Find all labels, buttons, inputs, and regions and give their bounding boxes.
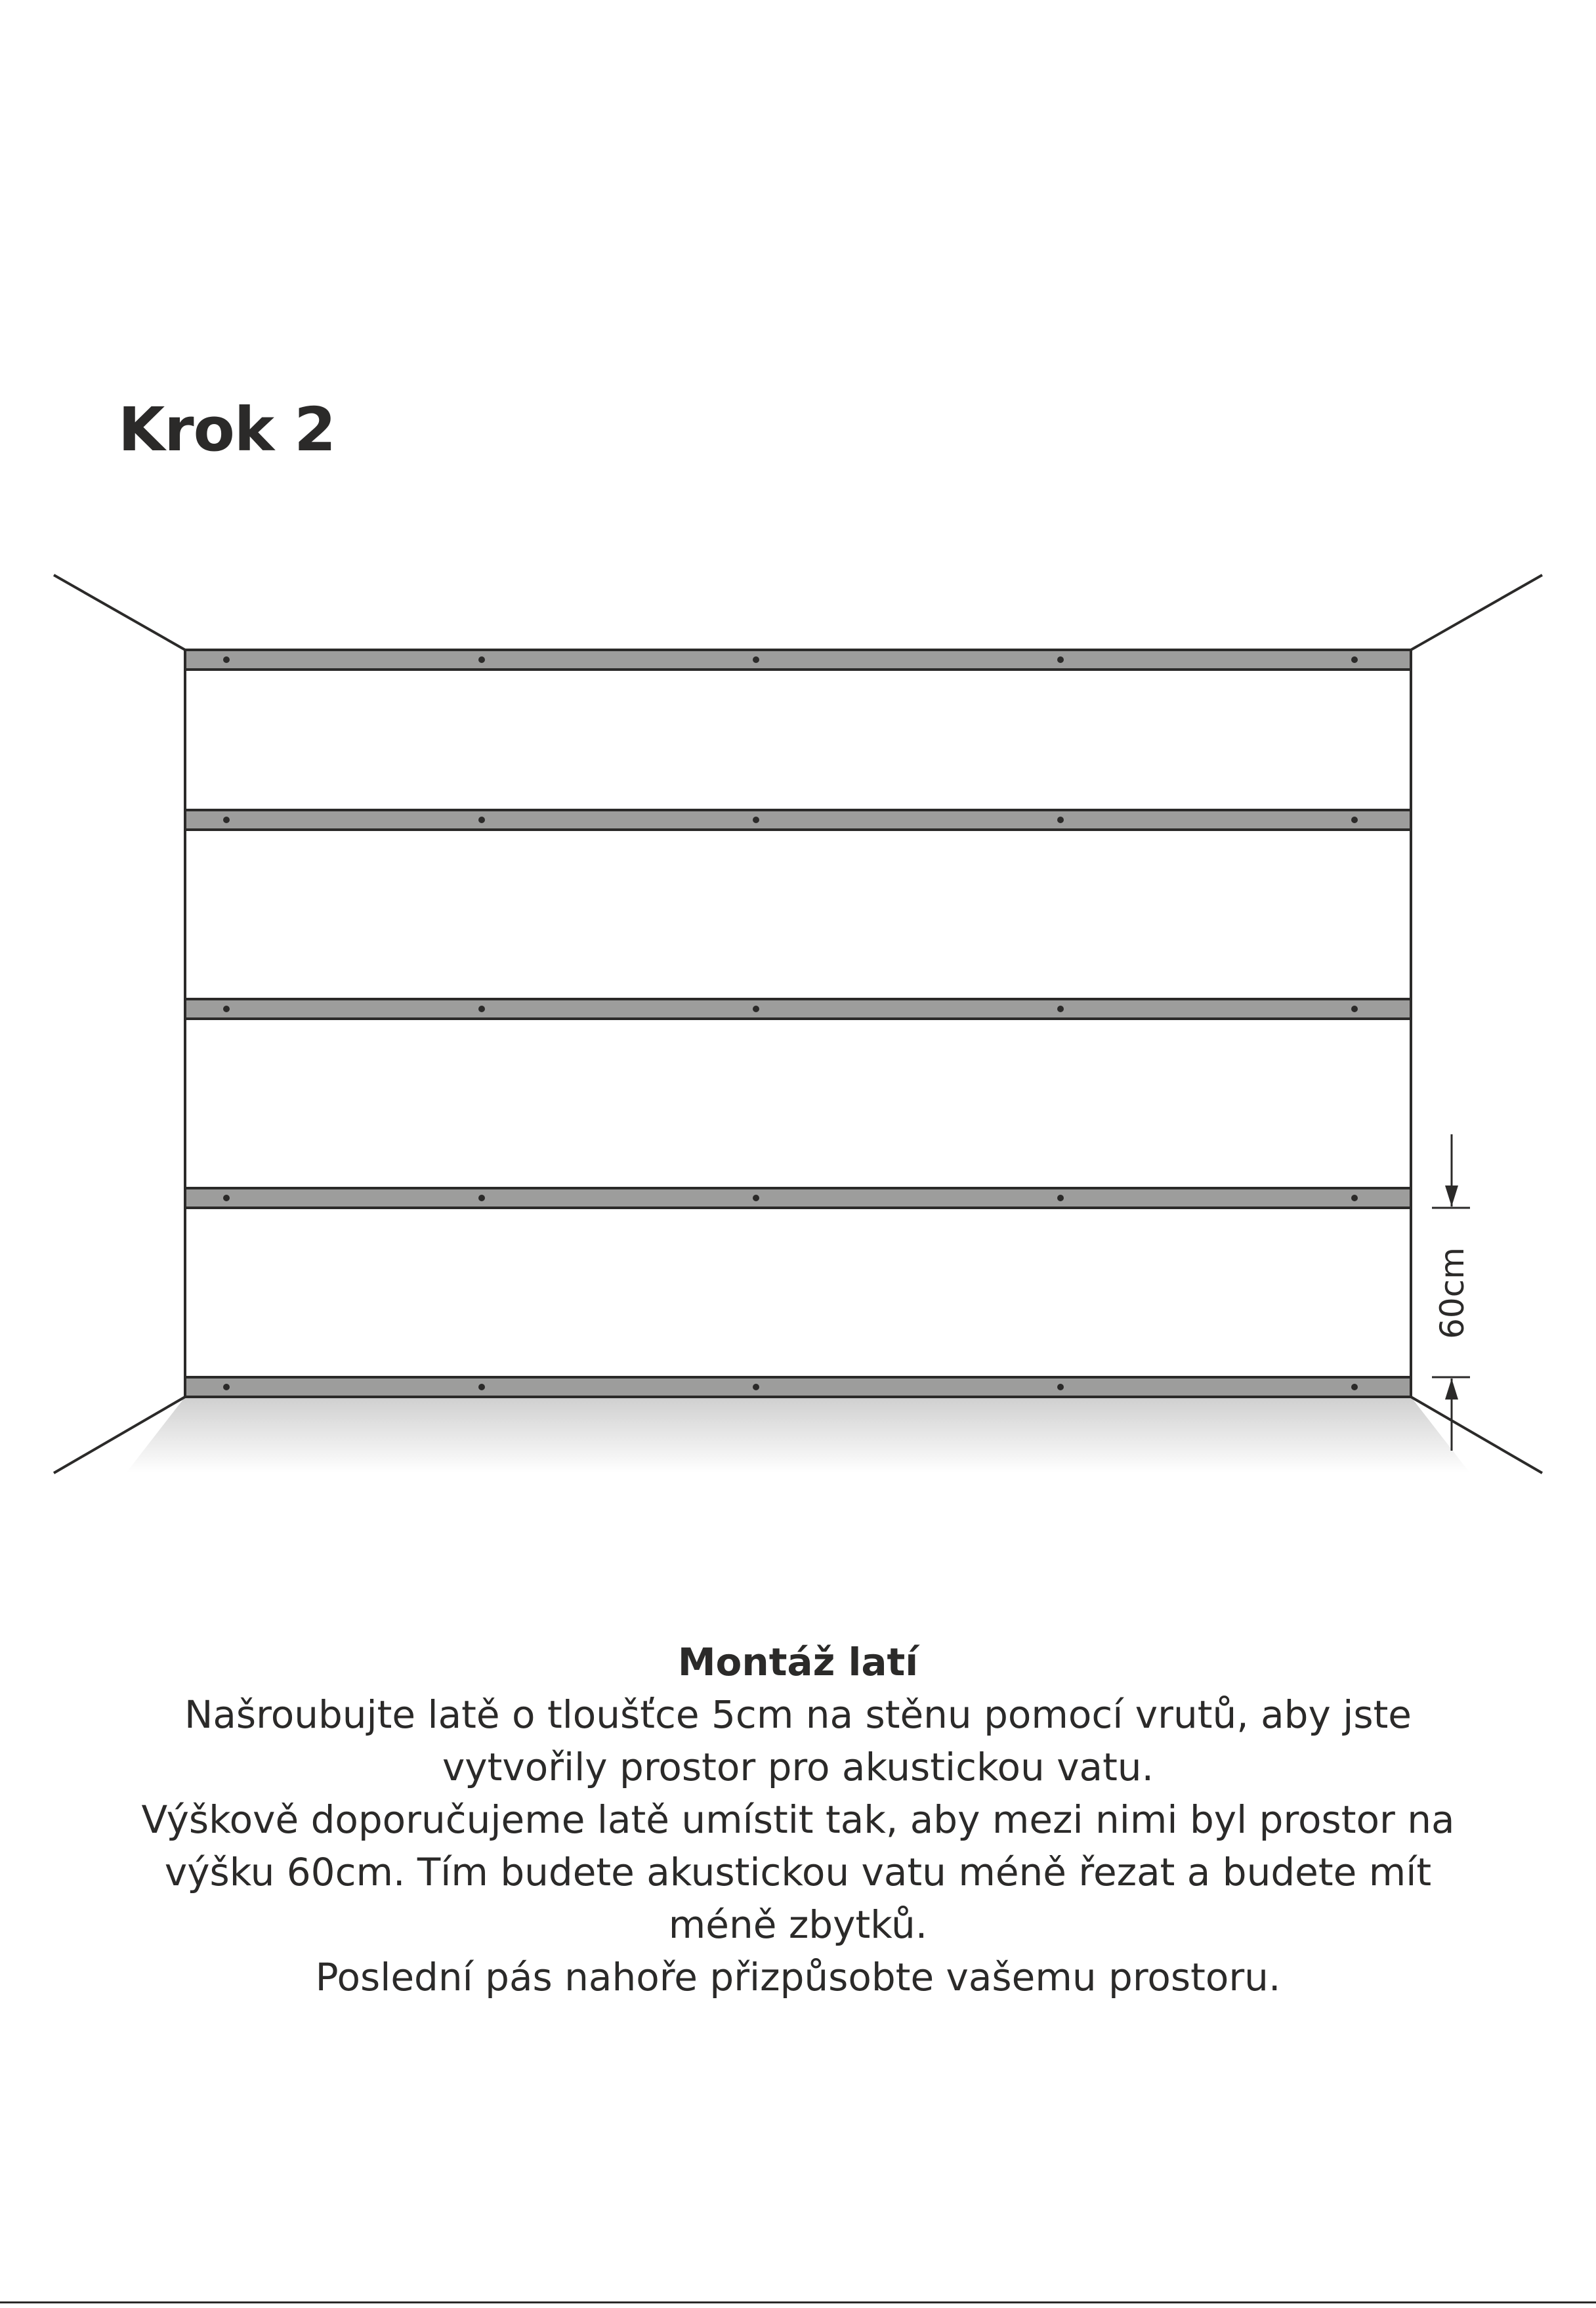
screw (753, 656, 759, 663)
screw (223, 1006, 230, 1012)
screw (1057, 656, 1064, 663)
description-line: Poslední pás nahoře přizpůsobte vašemu prostoru. (315, 1955, 1281, 1999)
screw (1351, 1195, 1358, 1201)
screw (1351, 1384, 1358, 1390)
bottom-divider (0, 2301, 1596, 2303)
screw (223, 817, 230, 823)
batten (185, 810, 1411, 830)
step-title: Krok 2 (118, 395, 336, 465)
screw (753, 1384, 759, 1390)
screw (753, 1195, 759, 1201)
battens-group (185, 650, 1411, 1397)
ceiling-edge-right (1411, 575, 1542, 650)
screw (223, 656, 230, 663)
screw (1057, 1195, 1064, 1201)
screw (478, 1195, 485, 1201)
screw (478, 817, 485, 823)
dimension-indicator (1432, 1134, 1471, 1451)
description (131, 1636, 1465, 2003)
screw (223, 1384, 230, 1390)
wall (185, 650, 1411, 1397)
screw (478, 1384, 485, 1390)
screw (1057, 1006, 1064, 1012)
ceiling-edge-left (54, 575, 185, 650)
description-heading: Montáž latí (677, 1640, 919, 1684)
batten (185, 1188, 1411, 1208)
batten (185, 650, 1411, 670)
floor-shadow (126, 1397, 1470, 1473)
dimension-arrowhead-bottom (1445, 1378, 1458, 1400)
screw (1351, 1006, 1358, 1012)
description-line: méně zbytků. (668, 1902, 928, 1947)
screw (1057, 817, 1064, 823)
screw (1351, 817, 1358, 823)
screw (1057, 1384, 1064, 1390)
screw (478, 656, 485, 663)
screw (223, 1195, 230, 1201)
screw (753, 817, 759, 823)
batten (185, 1377, 1411, 1397)
description-line: vytvořily prostor pro akustickou vatu. (442, 1745, 1154, 1789)
screw (753, 1006, 759, 1012)
dimension-label: 60cm (1433, 1247, 1471, 1339)
screw (1351, 656, 1358, 663)
screw (478, 1006, 485, 1012)
description-line: Výškově doporučujeme latě umístit tak, aby mezi nimi byl prostor na (141, 1797, 1455, 1842)
batten (185, 999, 1411, 1019)
description-line: výšku 60cm. Tím budete akustickou vatu méně řezat a budete mít (164, 1850, 1432, 1894)
dimension-arrowhead-top (1445, 1186, 1458, 1207)
description-line: Našroubujte latě o tloušťce 5cm na stěnu pomocí vrutů, aby jste (184, 1692, 1412, 1737)
